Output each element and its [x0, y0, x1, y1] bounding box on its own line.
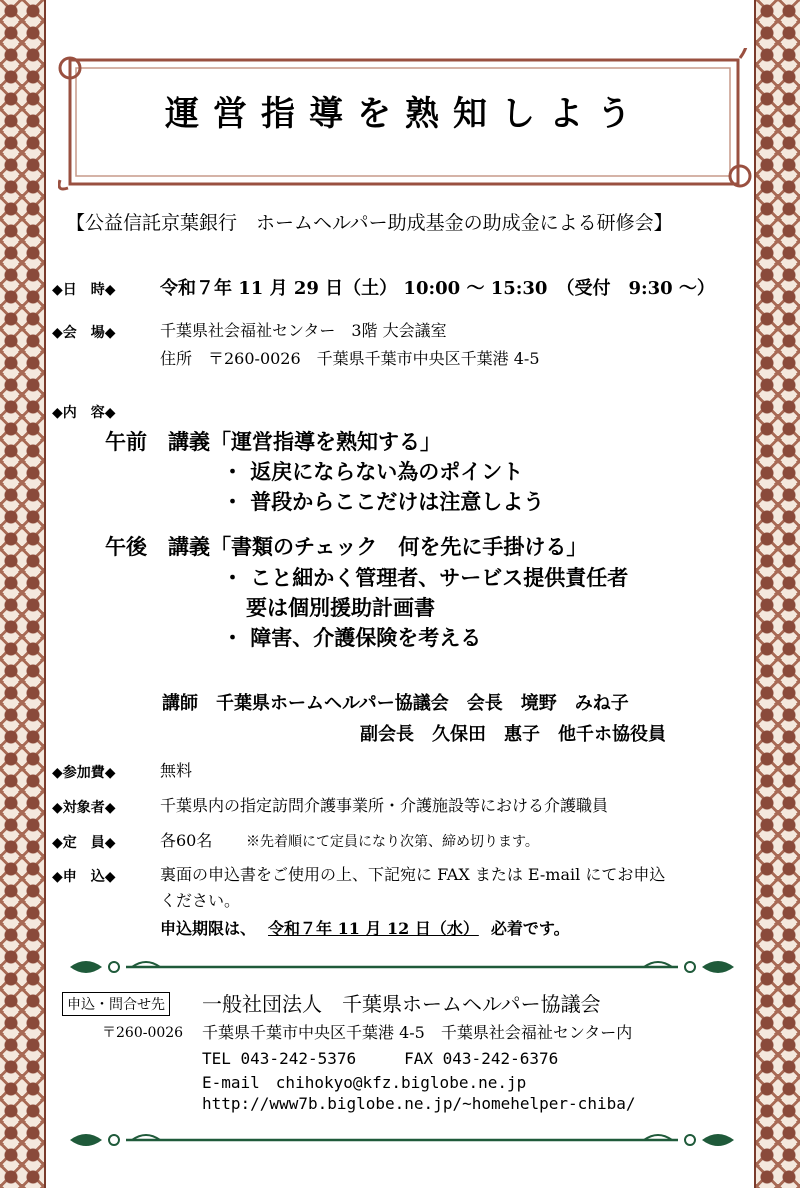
capacity-label: ◆定 員◆: [52, 835, 116, 851]
venue-label: ◆会 場◆: [52, 325, 116, 341]
afternoon-point: ・ 障害、介護保険を考える: [222, 625, 482, 650]
deadline-suffix: 必着です。: [490, 919, 570, 938]
target-value: 千葉県内の指定訪問介護事業所・介護施設等における介護職員: [160, 796, 609, 815]
venue-address: 住所 〒260-0026 千葉県千葉市中央区千葉港 4-5: [160, 349, 540, 368]
morning-lecture-title: 午前 講義「運営指導を熟知する」: [105, 429, 441, 454]
afternoon-point: 要は個別援助計画書: [246, 595, 435, 620]
contact-url: http://www7b.biglobe.ne.jp/~homehelper-chiba/: [202, 1094, 636, 1113]
apply-label: ◆申 込◆: [52, 869, 116, 885]
date-value: 令和７年 11 月 29 日（土） 10:00 ～ 15:30 （受付 9:30 ～）: [160, 278, 715, 299]
deadline-text: [160, 916, 570, 939]
deadline-date: 令和７年 11 月 12 日（水）: [268, 919, 479, 938]
contact-address: 千葉県千葉市中央区千葉港 4-5 千葉県社会福祉センター内: [202, 1023, 633, 1042]
subtitle: 【公益信託京葉銀行 ホームヘルパー助成基金の助成金による研修会】: [66, 212, 673, 234]
capacity-value: 各60名: [160, 831, 213, 850]
deadline-prefix: 申込期限は、: [160, 919, 257, 938]
contact-org: 一般社団法人 千葉県ホームヘルパー協議会: [202, 992, 601, 1016]
fee-value: 無料: [160, 761, 193, 780]
afternoon-lecture-title: 午後 講義「書類のチェック 何を先に手掛ける」: [105, 534, 588, 559]
lecturer-line1: 講師 千葉県ホームヘルパー協議会 会長 境野 みね子: [162, 693, 629, 714]
target-label: ◆対象者◆: [52, 800, 116, 816]
contact-email: E-mail chihokyo@kfz.biglobe.ne.jp: [202, 1073, 527, 1092]
contact-box-label: 申込・問合せ先: [62, 992, 170, 1016]
lecturer-line2: 副会長 久保田 惠子 他千ホ協役員: [360, 724, 666, 745]
venue-line1: 千葉県社会福祉センター 3階 大会議室: [160, 321, 447, 340]
fee-label: ◆参加費◆: [52, 765, 116, 781]
right-decorative-border: [754, 0, 800, 1188]
ornamental-divider: [66, 955, 738, 979]
morning-point: ・ 返戻にならない為のポイント: [222, 459, 524, 484]
left-decorative-border: [0, 0, 46, 1188]
contact-tel-fax: TEL 043-242-5376 FAX 043-242-6376: [202, 1049, 559, 1068]
morning-point: ・ 普段からここだけは注意しよう: [222, 489, 545, 514]
afternoon-point: ・ こと細かく管理者、サービス提供責任者: [222, 565, 629, 590]
content-label: ◆内 容◆: [52, 405, 116, 421]
apply-line2: ください。: [160, 891, 241, 910]
page-title: 運営指導を熟知しよう: [165, 94, 645, 134]
ornamental-divider: [66, 1128, 738, 1152]
contact-postal: 〒260-0026: [102, 1025, 184, 1041]
capacity-note: ※先着順にて定員になり次第、締め切ります。: [246, 834, 539, 850]
apply-line1: 裏面の申込書をご使用の上、下記宛に FAX または E-mail にてお申込: [160, 865, 666, 884]
date-label: ◆日 時◆: [52, 282, 116, 298]
